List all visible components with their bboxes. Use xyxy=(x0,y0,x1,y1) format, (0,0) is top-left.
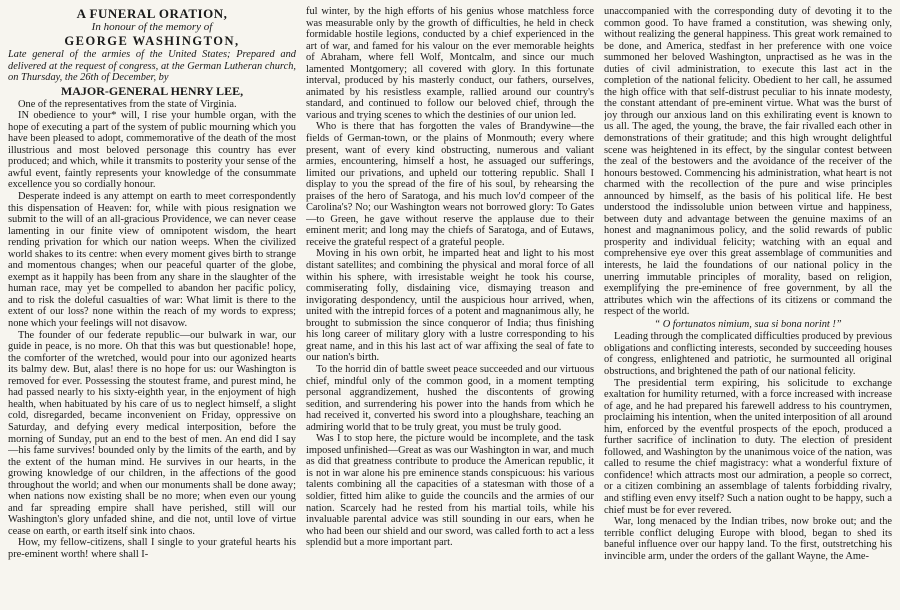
paragraph: IN obedience to your* will, I rise your humble organ, with the hope of executing a part of the system of public mourning which you have been pleased to adopt, commemorative of the death of the most illustrious and most beloved personage this country has ever produced; and which, while it transmits to posterity your sense of the awful event, faintly represents your knowledge of the consummate excellence you so cordially honour. xyxy=(8,110,296,191)
paragraph: Was I to stop here, the picture would be incomplete, and the task imposed unfinished—Great as was our Washington in war, and much as did that greatness contribute to produce the American republic, it is not in war alone his pre eminence stands conspicuous: his various talents combining all the capacities of a statesman with those of a soldier, fitted him alike to guide the councils and the armies of our nation. Scarcely had he rested from his martial toils, while his invaluable parental advice was still sounding in our ears, when he who had been our shield and our sword, was called forth to act a less splendid but a more important part. xyxy=(306,433,594,549)
paragraph: Who is there that has forgotten the vales of Brandywine—the fields of German-town, or the plains of Monmouth; every where present, want of every kind obstructing, numerous and valiant armies, encountering, himself a host, he assuaged our sufferings, limited our privations, and upheld our tottering republic. Shall I display to you the spread of the fire of his soul, by rehearsing the praises of the hero of Saratoga, and his much lov'd compeer of the Carolina's? No; our Washington wears not borrowed glory: To Gates—to Green, he gave without reserve the applause due to their eminent merit; and long may the chiefs of Saratoga, and of Eutaws, receive the grateful respect of a grateful people. xyxy=(306,121,594,248)
paragraph: War, long menaced by the Indian tribes, now broke out; and the terrible conflict deluging Europe with blood, began to shed its baneful influence over our happy land. To the first, outstretching his invincible arm, under the orders of the gallant Wayne, the Ame- xyxy=(604,516,892,562)
paragraph: Moving in his own orbit, he imparted heat and light to his most distant satellites; and combining the physical and moral force of all within his sphere, with irresistable weight he took his course, commiserating folly, disdaining vice, dismaying treason and invigorating despondency, until the auspicious hour arrived, when, united with the intrepid forces of a potent and magnanimous ally, he brought to submission the since conqueror of India; thus finishing his long career of military glory with a lustre corresponding to his great name, and in this his last act of war affixing the seal of fate to our nation's birth. xyxy=(306,248,594,364)
paragraph: unaccompanied with the corresponding duty of devoting it to the common good. To have framed a constitution, was shewing only, without realizing the general happiness. This great work remained to be done, and America, stedfast in her preference with one voice summoned her beloved Washington, unpractised as he was in the duties of civil administration, to execute this last act in the completion of the national felicity. Obedient to her call, he assumed the high office with that self-distrust peculiar to his innate modesty, the constant attendant of pre-eminent virtue. What was the burst of joy through our anxious land on this exhilirating event is known to us all. The aged, the young, the brave, the fair rivalled each other in demonstrations of their gratitude; and this high wrought delightful scene was heightened in its effect, by the singular contest between the zeal of the bestowers and the avoidance of the receiver of the honours bestowed. Commencing his administration, what heart is not charmed with the recollection of the pure and wise principles announced by himself, as the basis of his political life. He best understood the indissoluble union between virtue and happiness, between duty and advantage between the genuine maxims of an honest and magnanimous policy, and the solid rewards of public prosperity and individual felicity; watching with an equal and comprehensive eye over this great assemblage of communities and interests, he laid the foundations of our national policy in the unerring immutable principles of morality, based on religion, exemplifying the pre-eminence of free government, by all the attributes which win the affections of its citizens or command the respect of the world. xyxy=(604,6,892,318)
paragraph: Desperate indeed is any attempt on earth to meet correspondently this dispensation of Heaven: for, while with pious resignation we submit to the will of an all-gracious Providence, we can never cease lamenting in our finite view of omnipotent wisdom, the heart rending privation for which our nation weeps. When the civilized world shakes to its centre: when every moment gives birth to strange and momentous changes; when our peaceful quarter of the globe, exempt as it happily has been from any share in the slaughter of the human race, may yet be compelled to abandon her pacific policy, and to risk the doleful casualties of war: What limit is there to the extent of our loss? none within the reach of my words to express; none which your feelings will not disavow. xyxy=(8,191,296,330)
latin-quote: “ O fortunatos nimium, sua si bona norint !” xyxy=(654,318,842,330)
paragraph: How, my fellow-citizens, shall I single to your grateful hearts his pre-eminent worth! where shall I- xyxy=(8,537,296,560)
oration-title: A FUNERAL ORATION, xyxy=(76,6,228,21)
paragraph: ful winter, by the high efforts of his genius whose matchless force was measurable only by the growth of difficulties, he held in check formidable hostile legions, conducted by a chief experienced in the art of war, and famed for his valour on the ever memorable heights of Abraham, where fell Wolf, Montcalm, and since our much lamented Montgomery; all covered with glory. In this fortunate interval, produced by his masterly conduct, our fathers, ourselves, animated by his resistless example, rallied around our country's standard, and continued to follow our beloved chief, through the various and trying scenes to which the destinies of our union led. xyxy=(306,6,594,121)
column-1 xyxy=(8,6,296,610)
paragraph: The presidential term expiring, his solicitude to exchange exaltation for humility returned, with a force increased with increase of age, and he had prepared his farewell address to his countrymen, proclaiming his intention, when the united interposition of all around him, enforced by the eventful prospects of the epoch, produced a further sacrifice of inclination to duty. The election of president followed, and Washington by the unanimous voice of the nation, was called to resume the chief magistracy: what a wonderful fixture of confidence! which attracts most our admiration, a people so correct, or a citizen combining an assemblage of talents forbidding rivalry, and stifling even envy itself? Such a nation ought to be happy, such a chief must be for ever revered. xyxy=(604,377,892,516)
author-affiliation: One of the representatives from the state of Virginia. xyxy=(18,98,237,110)
paragraph: The founder of our federate republic—our bulwark in war, our guide in peace, is no more. Oh that this was but questionable! hope, the comforter of the wretched, would pour into our agonized hearts its balmy dew. But, alas! there is no hope for us: our Washington is removed for ever. Possessing the stoutest frame, and purest mind, he had passed nearly to his sixty-eighth year, in the enjoyment of high health, when habituated by his care of us to neglect himself, a slight cold, disregarded, became inconvenient on Friday, oppressive on Saturday, and defying every medical interposition, before the morning of Sunday, put an end to the best of men. An end did I say—his fame survives! bounded only by the limits of the earth, and by the extent of the human mind. He survives in our hearts, in the growing knowledge of our children, in the affections of the good throughout the world; and when our monuments shall be done away; when nations now existing shall be no more; when even our young and far spreading empire shall have perished, still will our Washington's glory unfaded shine, and die not, until love of virtue cease on earth, or earth itself sink into chaos. xyxy=(8,329,296,537)
honour-line: In honour of the memory of xyxy=(91,21,213,33)
subject-name: GEORGE WASHINGTON, xyxy=(64,34,240,48)
intro-text: Late general of the armies of the United States; Prepared and delivered at the request of congress, at the German Lutheran church, on Thursday, the 26th of December, by xyxy=(8,49,296,84)
column-3 xyxy=(604,6,892,610)
paragraph: Leading through the complicated difficulties produced by previous obligations and conflicting interests, seconded by succeeding houses of congress, enlightened and patriotic, he surmounted all original obstructions, and brightened the path of our national felicity. xyxy=(604,331,892,377)
paragraph: To the horrid din of battle sweet peace succeeded and our virtuous chief, mindful only of the common good, in a moment tempting personal aggrandizement, hushed the discontents of growing sedition, and surrendering his power into the hands from which he had received it, converted his sword into a ploughshare, teaching an admiring world that to be truly great, you must be truly good. xyxy=(306,363,594,433)
column-2 xyxy=(306,6,594,610)
author-name: MAJOR-GENERAL HENRY LEE, xyxy=(60,83,244,98)
